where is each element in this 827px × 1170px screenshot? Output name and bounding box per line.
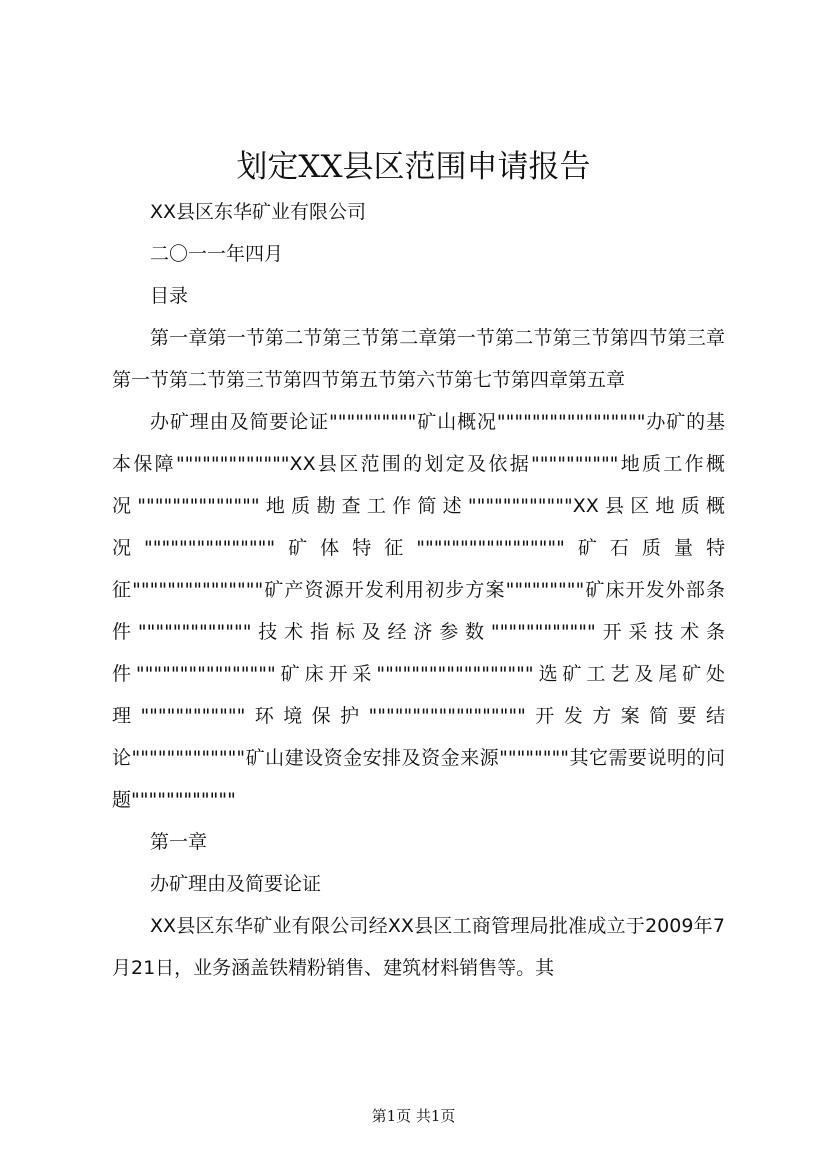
page-footer: 第1页 共1页	[371, 1107, 456, 1125]
document-body	[112, 191, 725, 989]
toc-entries-paragraph: 办矿理由及简要论证""""""""""矿山概况"""""""""""""""""办矿的基本保障"""""""""""""XX县区范围的划定及依据""""""""""地质工作概况""""""""""""""地质勘查工作简述""""""""""""XX县区地质概况"""""""""""""""矿体特征"""""""""""""""""矿石质量特征"""""""""""""""矿产资源开发利用初步方案"""""""""矿床开发外部条件"""""""""""""技术指标及经济参数""""""""""""开采技术条件""""""""""""""""矿床开采""""""""""""""""""选矿工艺及尾矿处理""""""""""""环境保护""""""""""""""""""开发方案简要结论"""""""""""""矿山建设资金安排及资金来源""""""""其它需要说明的问题""""""""""""	[112, 411, 725, 811]
company-name-paragraph: XX县区东华矿业有限公司	[150, 201, 367, 223]
document-title: 划定XX县区范围申请报告	[236, 149, 591, 185]
chapter-heading: 第一章	[150, 831, 208, 853]
body-paragraph: XX县区东华矿业有限公司经XX县区工商管理局批准成立于2009年7月21日，业务涵盖铁精粉销售、建筑材料销售等。其	[112, 915, 725, 979]
date-paragraph: 二〇一一年四月	[150, 243, 284, 265]
toc-chapters-paragraph: 第一章第一节第二节第三节第二章第一节第二节第三节第四节第三章第一节第二节第三节第四节第五节第六节第七节第四章第五章	[112, 327, 725, 391]
section-heading: 办矿理由及简要论证	[150, 873, 322, 895]
toc-heading: 目录	[150, 285, 189, 307]
